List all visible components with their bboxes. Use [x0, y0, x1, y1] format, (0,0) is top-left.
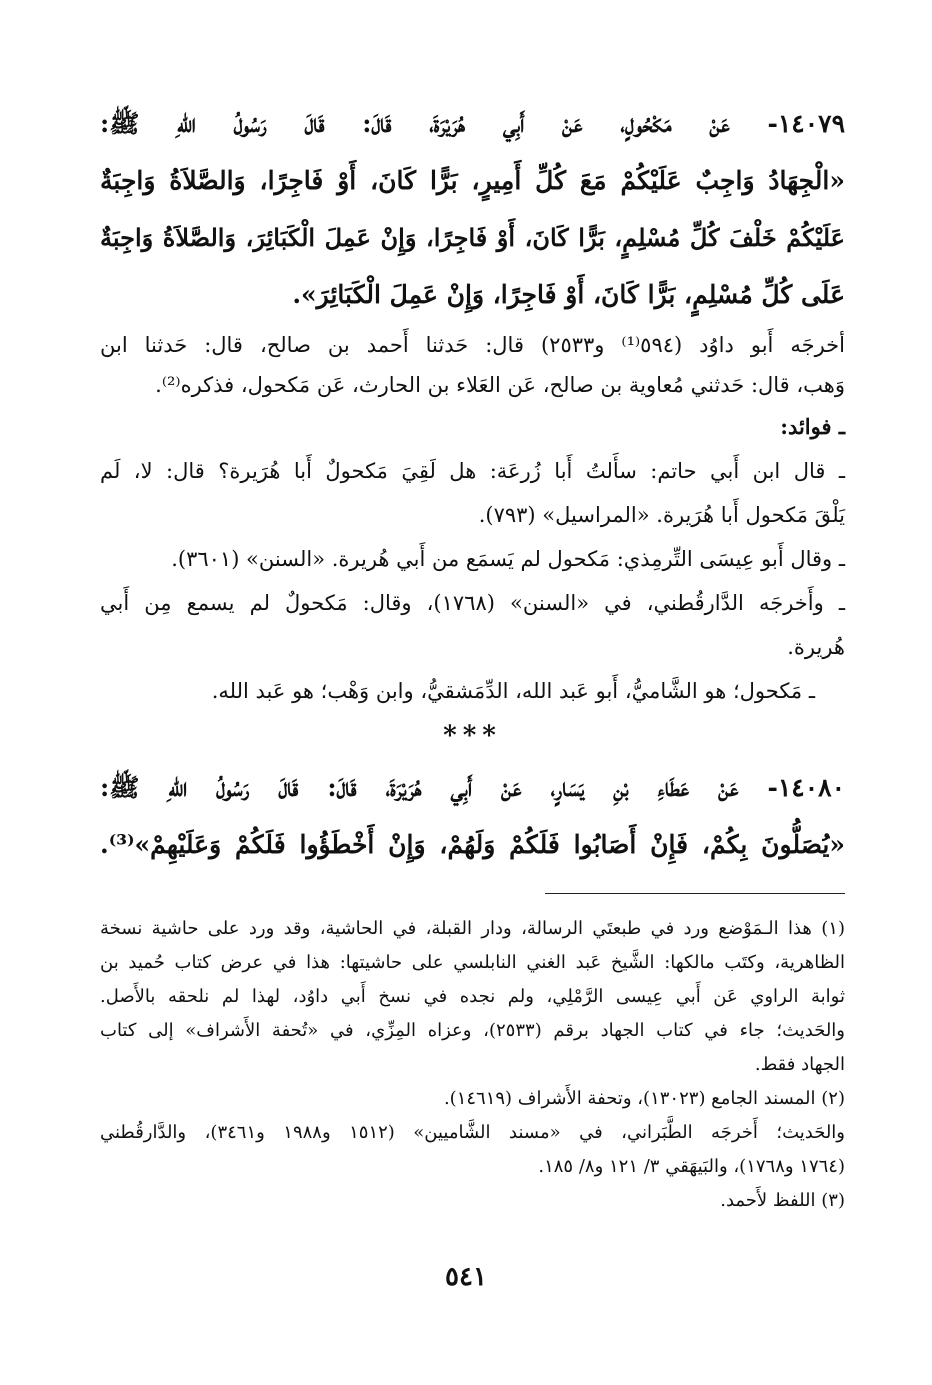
footnote-line: (٣) اللفظ لأَحمد.	[720, 1190, 845, 1211]
note-line: هُريرة.	[787, 635, 845, 659]
hadith-line: «الْجِهَادُ وَاجِبٌ عَلَيْكُمْ مَعَ كُلِّ أَمِيرٍ، بَرًّا كَانَ، أَوْ فَاجِرًا، وَالصَّلاَةُ وَاجِبَةٌ	[100, 166, 845, 195]
footnote-line: (١٧٦٤ و١٧٦٨)، والبَيهَقي ٣/ ١٢١ و٨/ ١٨٥.	[538, 1156, 845, 1177]
hadith-line: ١٤٠٧٩- عَنْ مَكْحُولٍ، عَنْ أَبِي هُرَيْرَةَ، قَالَ: قَالَ رَسُولُ اللهِ ﷺ:	[100, 109, 845, 138]
footnote-line: (١) هذا الـمَوْضع ورد في طبعتَي الرسالة، ودار القبلة، في الحاشية، وقد ورد على حاشية نسخة	[100, 918, 845, 939]
page-body	[100, 95, 845, 873]
fawaid-heading: ـ فوائد:	[780, 414, 845, 439]
hadith-14080	[100, 759, 845, 873]
footnote-line: ثوابة الراوي عَن أَبي عِيسى الرَّمْلِي، ولم نجده في نسخ أَبي داوُد، لهذا لم نلحقه بالأَصل.	[100, 986, 845, 1007]
hadith-line: عَلَيْكُمْ خَلْفَ كُلِّ مُسْلِمٍ، بَرًّا كَانَ، أَوْ فَاجِرًا، وَإِنْ عَمِلَ الْكَبَائِرَ، وَالصَّلاَةُ وَاجِبَةٌ	[100, 223, 845, 252]
note-line: ـ قال ابن أَبي حاتم: سأَلتُ أَبا زُرعَة: هل لَقِيَ مَكحولٌ أَبا هُرَيرة؟ قال: لا، لَم	[100, 459, 845, 483]
hadith-14079-source	[100, 325, 845, 405]
note-line: ـ مَكحول؛ هو الشَّاميُّ، أَبو عَبد الله، الدِّمَشقيُّ، وابن وَهْب؛ هو عَبد الله.	[211, 679, 815, 703]
footnote-line: والحَديث؛ أَخرجَه الطَّبَراني، في «مسند الشَّاميين» (١٥١٢ و١٩٨٨ و٣٤٦١)، والدَّارقُطني	[100, 1122, 846, 1143]
note-line: ـ وقال أَبو عِيسَى التِّرمِذي: مَكحول لم يَسمَع من أَبي هُريرة. «السنن» (٣٦٠١).	[171, 547, 845, 571]
source-line: أخرجَه أَبو داوُد (٥٩٤⁽¹⁾ و٢٥٣٣) قال: حَدثنا أَحمد بن صالح، قال: حَدثنا ابن	[100, 333, 845, 357]
section-separator: ***	[443, 721, 502, 751]
footnote-line: والحَديث؛ جاء في كتاب الجهاد برقم (٢٥٣٣)، وعزاه المِزِّي، في «تُحفة الأَشراف» إلى كتاب	[100, 1020, 846, 1041]
note-3	[100, 581, 845, 669]
page-number: ٥٤١	[445, 1262, 487, 1292]
footnotes	[100, 912, 845, 1218]
note-1	[100, 449, 845, 537]
footnote-line: الظاهرية، وكتَب مالكها: الشَّيخ عَبد الغني النابلسي على حاشيتها: هذا في عرض كتاب حُميد بن	[100, 952, 845, 973]
hadith-line: «يُصَلُّونَ بِكُمْ، فَإِنْ أَصَابُوا فَلَكُمْ وَلَهُمْ، وَإِنْ أَخْطَؤُوا فَلَكُمْ وَعَلَيْهِمْ»⁽³⁾.	[100, 830, 845, 859]
hadith-14079	[100, 95, 845, 323]
hadith-line: ١٤٠٨٠- عَنْ عَطَاءِ بْنِ يَسَارٍ، عَنْ أَبِي هُرَيْرَةَ، قَالَ: قَالَ رَسُولُ اللهِ ﷺ:	[100, 773, 845, 802]
source-line: وَهب، قال: حَدثني مُعاوية بن صالح، عَن العَلاء بن الحارث، عَن مَكحول، فذكره⁽²⁾.	[155, 373, 845, 397]
note-line: يَلْقَ مَكحول أَبا هُرَيرة. «المراسيل» (٧٩٣).	[478, 503, 845, 527]
note-line: ـ وأَخرجَه الدَّارقُطني، في «السنن» (١٧٦٨)، وقال: مَكحولٌ لم يسمع مِن أَبي	[100, 591, 845, 615]
hadith-line: عَلَى كُلِّ مُسْلِمٍ، بَرًّا كَانَ، أَوْ فَاجِرًا، وَإِنْ عَمِلَ الْكَبَائِرَ».	[292, 280, 845, 309]
footnote-line: الجهاد فقط.	[754, 1054, 845, 1075]
footnote-divider	[545, 893, 845, 894]
note-4	[100, 669, 845, 713]
note-2	[100, 537, 845, 581]
footnote-line: (٢) المسند الجامع (١٣٠٢٣)، وتحفة الأَشراف (١٤٦١٩).	[443, 1088, 845, 1109]
